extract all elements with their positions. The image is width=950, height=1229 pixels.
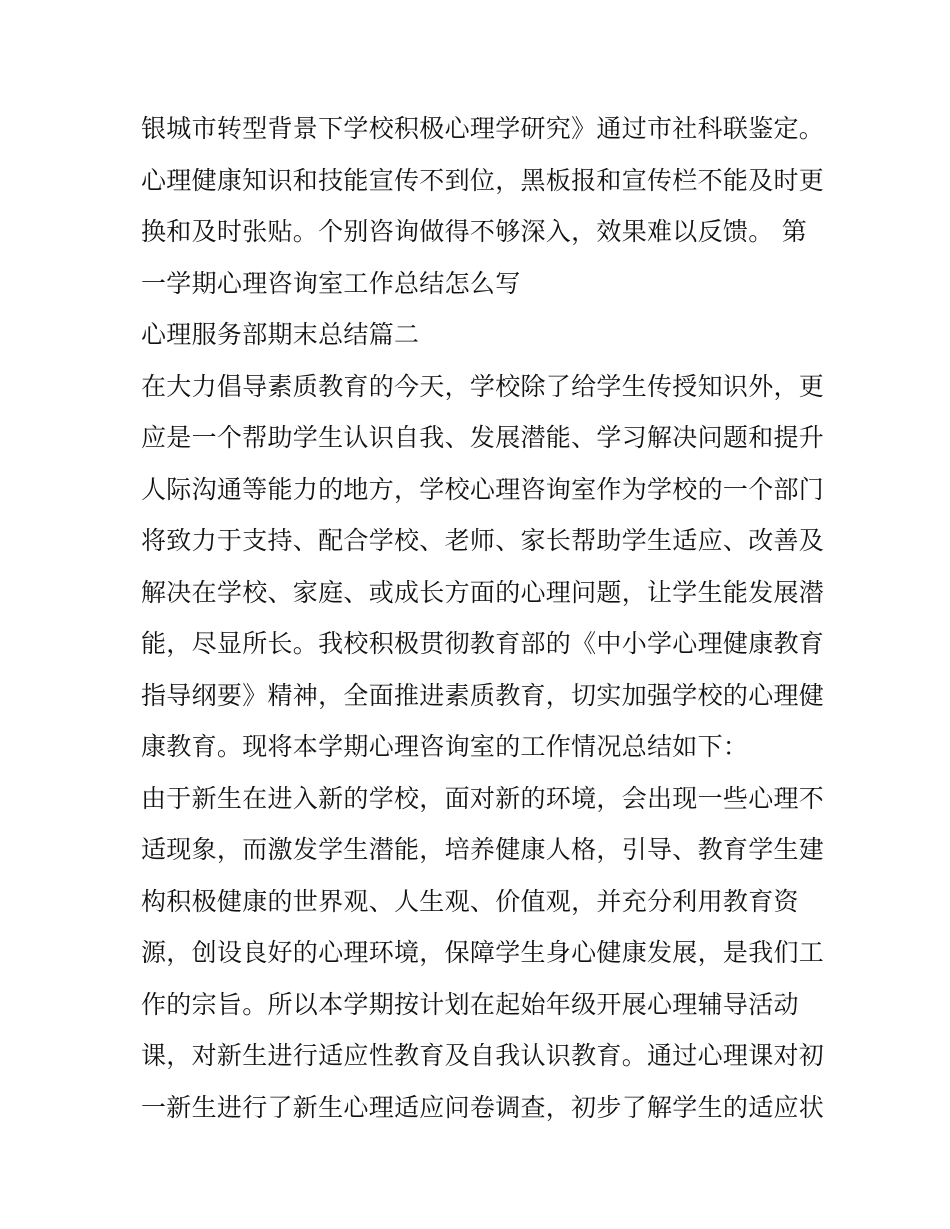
text-line: 人际沟通等能力的地方，学校心理咨询室作为学校的一个部门 <box>141 474 825 504</box>
text-line: 能，尽显所长。我校积极贯彻教育部的《中小学心理健康教育 <box>141 629 825 658</box>
text-line: 在大力倡导素质教育的今天，学校除了给学生传授知识外，更 <box>141 371 825 401</box>
text-line: 适现象，而激发学生潜能，培养健康人格，引导、教育学生建 <box>141 835 825 864</box>
text-line: 构积极健康的世界观、人生观、价值观，并充分利用教育资 <box>141 886 799 916</box>
section-heading: 心理服务部期末总结篇二 <box>141 320 420 349</box>
document-body <box>141 103 825 1133</box>
text-line: 作的宗旨。所以本学期按计划在起始年级开展心理辅导活动 <box>141 989 799 1019</box>
text-line: 银城市转型背景下学校积极心理学研究》通过市社科联鉴定。 <box>141 114 825 143</box>
text-line: 心理健康知识和技能宣传不到位，黑板报和宣传栏不能及时更 <box>141 165 825 195</box>
text-line: 一学期心理咨询室工作总结怎么写 <box>141 268 521 298</box>
text-line: 课，对新生进行适应性教育及自我认识教育。通过心理课对初 <box>141 1041 825 1070</box>
text-line: 由于新生在进入新的学校，面对新的环境，会出现一些心理不 <box>141 783 825 813</box>
text-line: 一新生进行了新生心理适应问卷调查，初步了解学生的适应状 <box>141 1092 825 1122</box>
text-line: 指导纲要》精神，全面推进素质教育，切实加强学校的心理健 <box>141 680 825 710</box>
text-line: 换和及时张贴。个别咨询做得不够深入，效果难以反馈。 第 <box>141 217 808 246</box>
text-line: 源，创设良好的心理环境，保障学生身心健康发展，是我们工 <box>141 938 825 967</box>
text-line: 解决在学校、家庭、或成长方面的心理问题，让学生能发展潜 <box>141 577 825 607</box>
text-line: 应是一个帮助学生认识自我、发展潜能、学习解决问题和提升 <box>141 423 825 452</box>
text-line: 康教育。现将本学期心理咨询室的工作情况总结如下： <box>141 732 749 761</box>
text-line: 将致力于支持、配合学校、老师、家长帮助学生适应、改善及 <box>141 526 825 555</box>
